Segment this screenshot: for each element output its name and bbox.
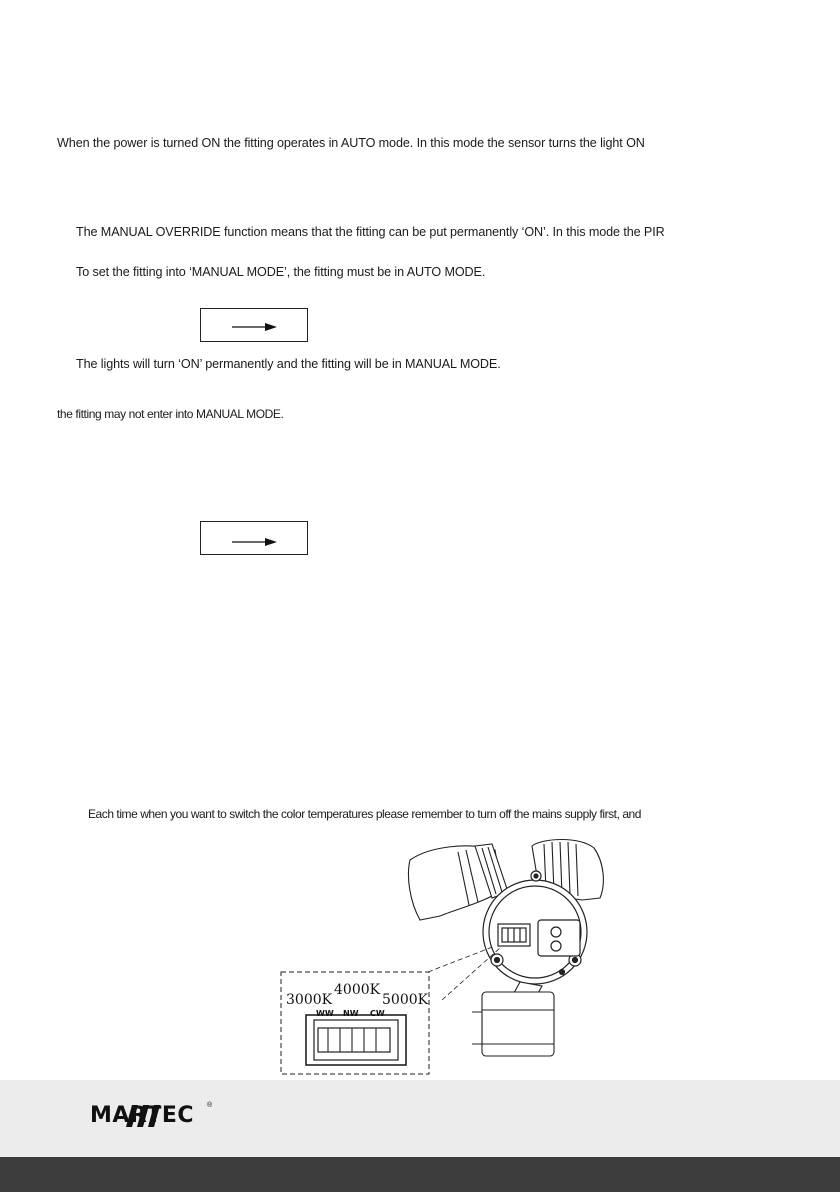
sensor-unit	[472, 982, 554, 1056]
arrow-box-1	[200, 308, 308, 342]
footer-bar	[0, 1157, 840, 1192]
fitting-illustration	[270, 832, 620, 1078]
temp-4000k-label: 4000K	[334, 982, 381, 998]
switch-nw-label: NW	[343, 1009, 359, 1018]
paragraph-may-not-enter: the fitting may not enter into MANUAL MODE.	[57, 407, 284, 421]
temp-3000k-label: 3000K	[286, 992, 333, 1008]
arrow-right-icon	[201, 522, 309, 556]
color-switch	[306, 1015, 406, 1065]
temp-5000k-label: 5000K	[382, 992, 429, 1008]
paragraph-set-manual: To set the fitting into ‘MANUAL MODE’, the fitting must be in AUTO MODE.	[76, 265, 486, 279]
brand-logo: MARTEC	[90, 1103, 195, 1128]
switch-cw-label: CW	[370, 1009, 385, 1018]
paragraph-manual-override: The MANUAL OVERRIDE function means that the fitting can be put permanently ‘ON’. In this mode the PIR	[76, 225, 665, 239]
switch-ww-label: WW	[316, 1009, 334, 1018]
paragraph-lights-on: The lights will turn ‘ON’ permanently and the fitting will be in MANUAL MODE.	[76, 357, 501, 371]
registered-mark: ®	[207, 1102, 213, 1109]
paragraph-color-temp: Each time when you want to switch the color temperatures please remember to turn off the mains supply first, and	[88, 807, 642, 821]
arrow-box-2	[200, 521, 308, 555]
arrow-right-icon	[201, 309, 309, 343]
paragraph-auto-mode: When the power is turned ON the fitting operates in AUTO mode. In this mode the sensor turns the light ON	[57, 136, 645, 150]
